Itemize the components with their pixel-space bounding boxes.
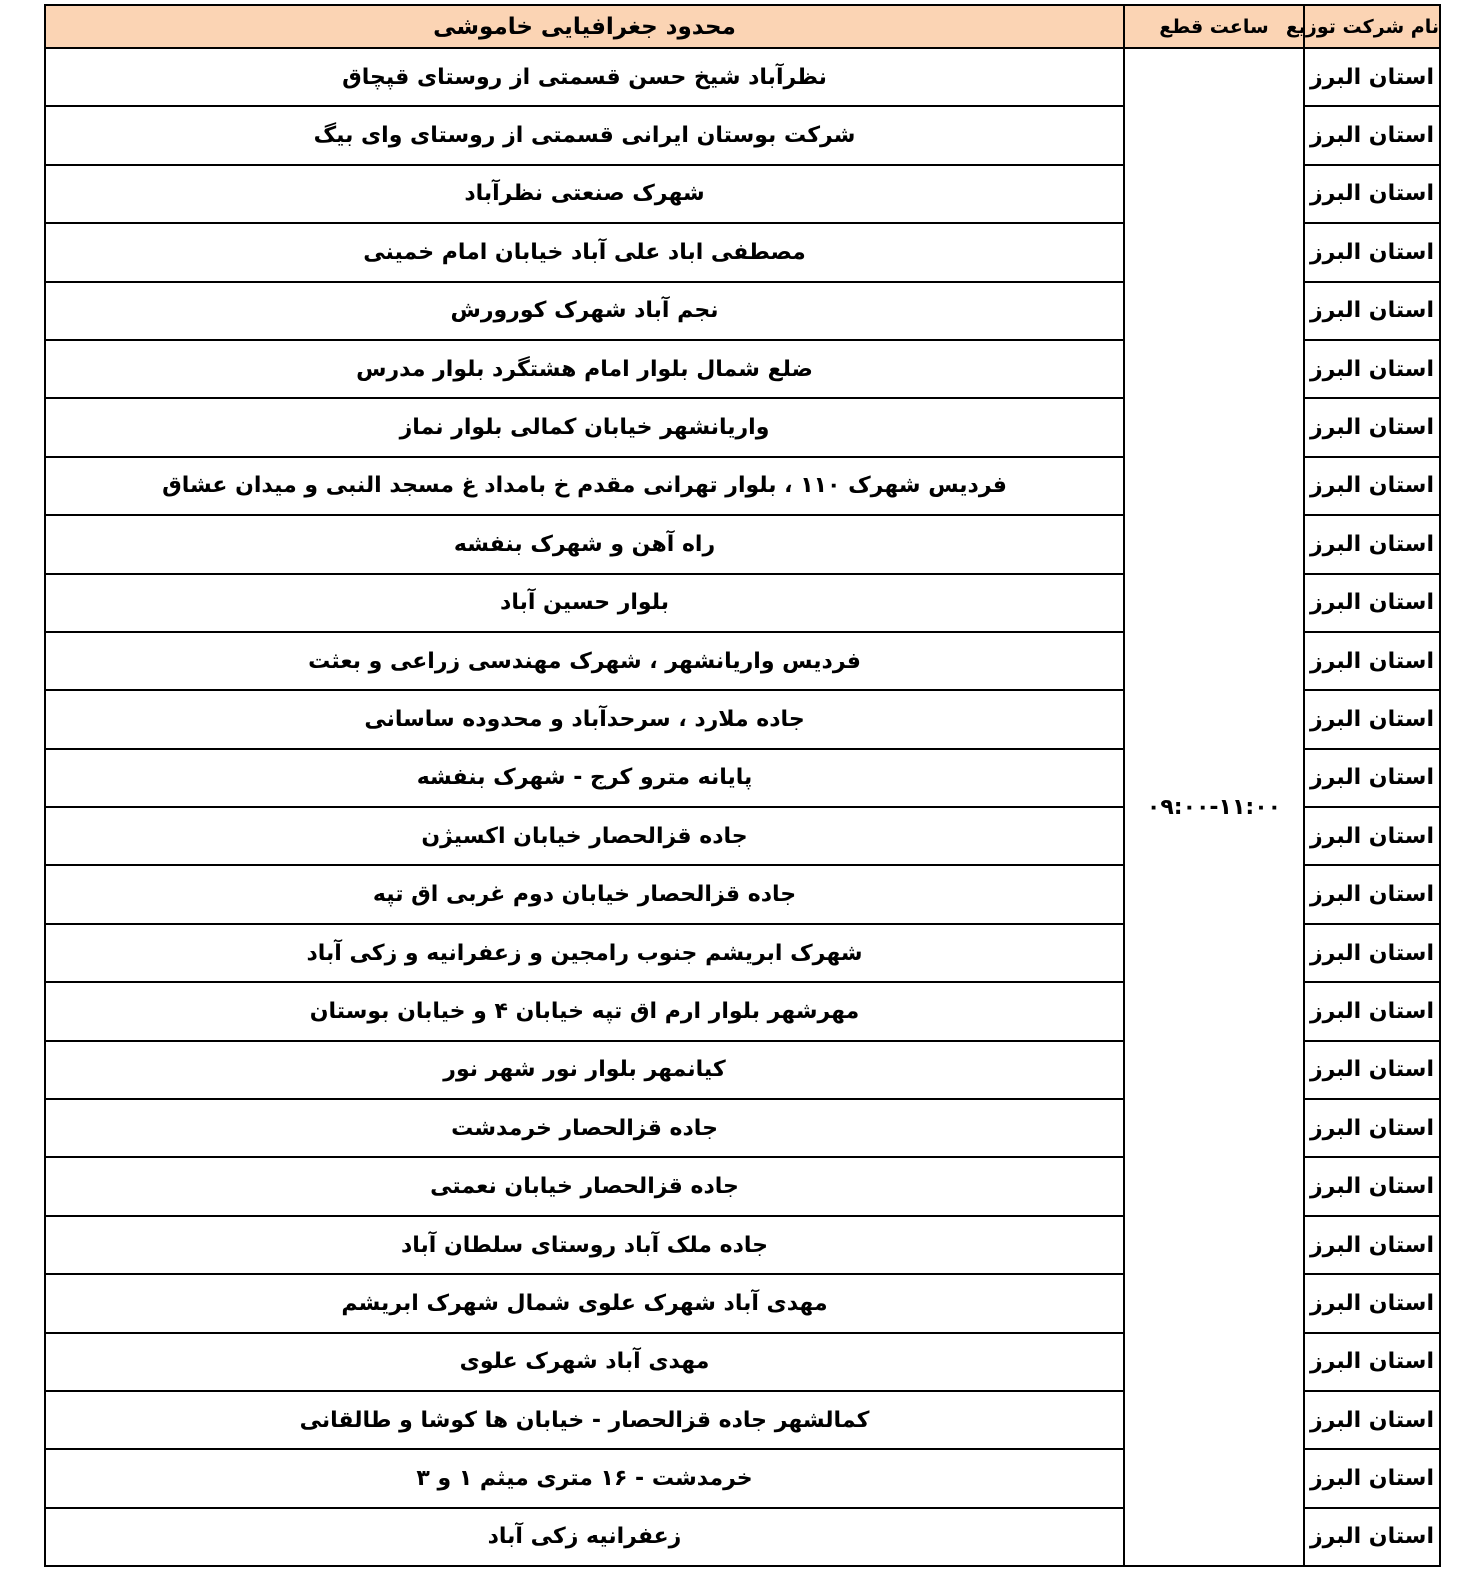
area-cell: جاده قزالحصار خیابان اکسیژن	[45, 807, 1124, 865]
company-cell: استان البرز	[1304, 457, 1440, 515]
table-body	[45, 48, 1440, 1566]
company-cell: استان البرز	[1304, 165, 1440, 223]
area-cell: شهرک صنعتی نظرآباد	[45, 165, 1124, 223]
company-cell: استان البرز	[1304, 106, 1440, 164]
company-cell: استان البرز	[1304, 282, 1440, 340]
company-cell: استان البرز	[1304, 223, 1440, 281]
area-cell: مصطفی اباد علی آباد خیابان امام خمینی	[45, 223, 1124, 281]
header-company: نام شرکت توزیع	[1304, 5, 1440, 48]
company-cell: استان البرز	[1304, 807, 1440, 865]
company-cell: استان البرز	[1304, 574, 1440, 632]
company-cell: استان البرز	[1304, 632, 1440, 690]
area-cell: مهدی آباد شهرک علوی	[45, 1333, 1124, 1391]
company-cell: استان البرز	[1304, 865, 1440, 923]
area-cell: نجم آباد شهرک کورورش	[45, 282, 1124, 340]
company-cell: استان البرز	[1304, 398, 1440, 456]
area-cell: جاده قزالحصار خرمدشت	[45, 1099, 1124, 1157]
outage-schedule-sheet	[44, 4, 1439, 1570]
area-cell: مهرشهر بلوار ارم اق تپه خیابان ۴ و خیابان بوستان	[45, 982, 1124, 1040]
company-cell: استان البرز	[1304, 340, 1440, 398]
area-cell: پایانه مترو کرج - شهرک بنفشه	[45, 749, 1124, 807]
company-cell: استان البرز	[1304, 1333, 1440, 1391]
area-cell: ضلع شمال بلوار امام هشتگرد بلوار مدرس	[45, 340, 1124, 398]
area-cell: فردیس شهرک ۱۱۰ ، بلوار تهرانی مقدم خ بامداد غ مسجد النبی و میدان عشاق	[45, 457, 1124, 515]
company-cell: استان البرز	[1304, 1508, 1440, 1566]
header-outage-time: ساعت قطع	[1124, 5, 1304, 48]
area-cell: کمالشهر جاده قزالحصار - خیابان ها کوشا و طالقانی	[45, 1391, 1124, 1449]
area-cell: جاده ملارد ، سرحدآباد و محدوده ساسانی	[45, 690, 1124, 748]
area-cell: واریانشهر خیابان کمالی بلوار نماز	[45, 398, 1124, 456]
outage-time-cell: ۰۹:۰۰-۱۱:۰۰	[1124, 48, 1304, 1566]
company-cell: استان البرز	[1304, 1449, 1440, 1507]
table-row	[45, 48, 1440, 106]
company-cell: استان البرز	[1304, 749, 1440, 807]
outage-table	[44, 4, 1441, 1567]
area-cell: راه آهن و شهرک بنفشه	[45, 515, 1124, 573]
area-cell: جاده قزالحصار خیابان نعمتی	[45, 1157, 1124, 1215]
company-cell: استان البرز	[1304, 982, 1440, 1040]
company-cell: استان البرز	[1304, 1274, 1440, 1332]
area-cell: جاده ملک آباد روستای سلطان آباد	[45, 1216, 1124, 1274]
company-cell: استان البرز	[1304, 924, 1440, 982]
company-cell: استان البرز	[1304, 515, 1440, 573]
company-cell: استان البرز	[1304, 1099, 1440, 1157]
area-cell: خرمدشت - ۱۶ متری میثم ۱ و ۳	[45, 1449, 1124, 1507]
area-cell: بلوار حسین آباد	[45, 574, 1124, 632]
area-cell: شهرک ابریشم جنوب رامجین و زعفرانیه و زکی آباد	[45, 924, 1124, 982]
company-cell: استان البرز	[1304, 1041, 1440, 1099]
company-cell: استان البرز	[1304, 1216, 1440, 1274]
area-cell: کیانمهر بلوار نور شهر نور	[45, 1041, 1124, 1099]
area-cell: شرکت بوستان ایرانی قسمتی از روستای وای بیگ	[45, 106, 1124, 164]
table-header-row	[45, 5, 1440, 48]
header-geographic-area: محدود جغرافیایی خاموشی	[45, 5, 1124, 48]
company-cell: استان البرز	[1304, 1391, 1440, 1449]
company-cell: استان البرز	[1304, 690, 1440, 748]
company-cell: استان البرز	[1304, 1157, 1440, 1215]
area-cell: فردیس واریانشهر ، شهرک مهندسی زراعی و بعثت	[45, 632, 1124, 690]
area-cell: نظرآباد شیخ حسن قسمتی از روستای قپچاق	[45, 48, 1124, 106]
area-cell: زعفرانیه زکی آباد	[45, 1508, 1124, 1566]
company-cell: استان البرز	[1304, 48, 1440, 106]
area-cell: جاده قزالحصار خیابان دوم غربی اق تپه	[45, 865, 1124, 923]
area-cell: مهدی آباد شهرک علوی شمال شهرک ابریشم	[45, 1274, 1124, 1332]
